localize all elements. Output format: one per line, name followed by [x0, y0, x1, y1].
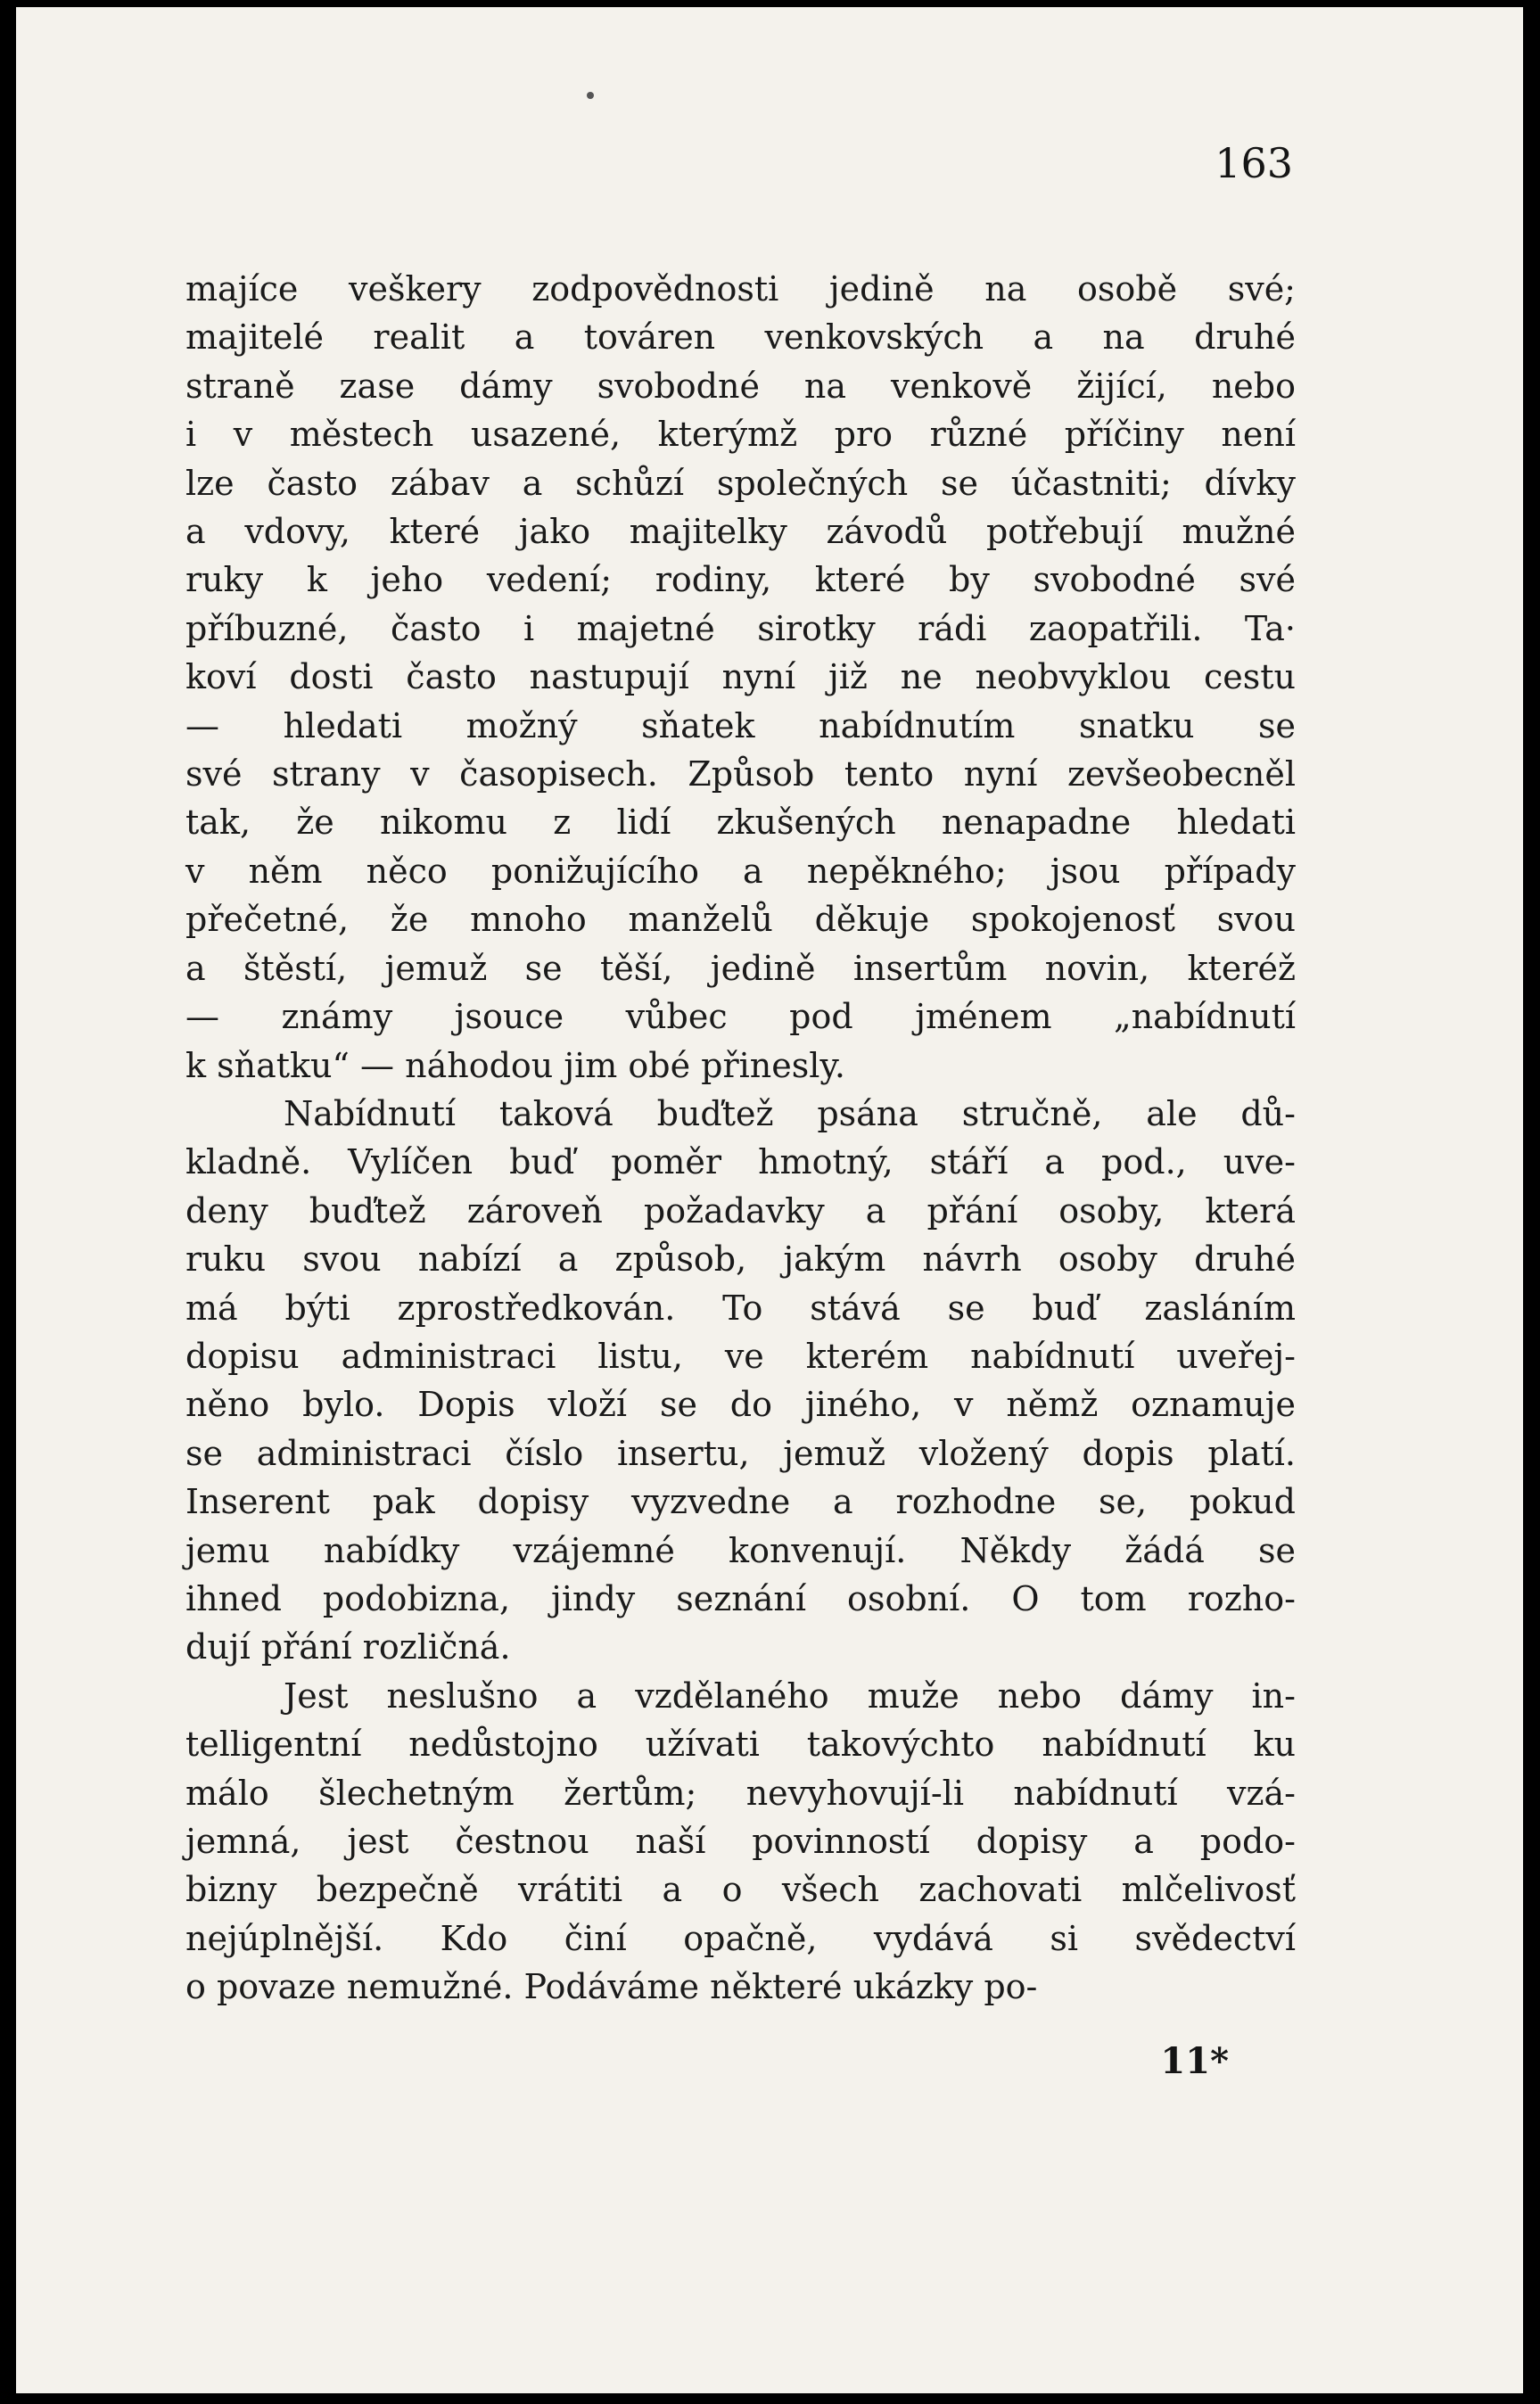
paragraph	[185, 1672, 1296, 2012]
text-line: přečetné, že mnoho manželů děkuje spokojenosť svou	[185, 900, 1296, 940]
text-line: a štěstí, jemuž se těší, jedině insertům novin, kteréž	[185, 948, 1296, 988]
text-line: dují přání rozličná.	[185, 1627, 511, 1667]
text-line: majitelé realit a továren venkovských a na druhé	[185, 317, 1296, 358]
text-line: nejúplnější. Kdo činí opačně, vydává si svědectví	[185, 1918, 1296, 1958]
page-number: 163	[1215, 139, 1293, 187]
text-line: kladně. Vylíčen buď poměr hmotný, stáří a pod., uve-	[185, 1142, 1296, 1182]
text-line: telligentní nedůstojno užívati takovýchto nabídnutí ku	[185, 1725, 1296, 1765]
text-line: bizny bezpečně vrátiti a o všech zachovati mlčelivosť	[185, 1870, 1296, 1910]
ink-speck	[587, 92, 594, 99]
text-line: ruku svou nabízí a způsob, jakým návrh osoby druhé	[185, 1239, 1296, 1280]
text-line: majíce veškery zodpovědnosti jedině na osobě své;	[185, 269, 1296, 309]
text-line: něno bylo. Dopis vloží se do jiného, v němž oznamuje	[185, 1385, 1296, 1425]
text-line: o povaze nemužné. Podáváme některé ukázky po-	[185, 1967, 1038, 2007]
text-line: ihned podobizna, jindy seznání osobní. O tom rozho-	[185, 1578, 1296, 1618]
text-line: jemu nabídky vzájemné konvenují. Někdy žádá se	[185, 1530, 1296, 1570]
paragraph	[185, 1090, 1296, 1672]
text-line: příbuzné, často i majetné sirotky rádi zaopatřili. Ta·	[185, 608, 1296, 648]
text-line: — známy jsouce vůbec pod jménem „nabídnutí	[185, 997, 1296, 1037]
text-line: deny buďtež zároveň požadavky a přání osoby, která	[185, 1190, 1296, 1231]
paragraph	[185, 265, 1296, 1090]
text-line: Nabídnutí taková buďtež psána stručně, ale dů-	[284, 1093, 1296, 1133]
signature-mark: 11*	[1160, 2040, 1229, 2082]
text-line: tak, že nikomu z lidí zkušených nenapadne hledati	[185, 803, 1296, 843]
text-line: dopisu administraci listu, ve kterém nabídnutí uveřej-	[185, 1336, 1296, 1376]
text-line: lze často zábav a schůzí společných se účastniti; dívky	[185, 463, 1296, 503]
text-line: i v městech usazené, kterýmž pro různé příčiny není	[185, 415, 1296, 455]
text-line: — hledati možný sňatek nabídnutím snatku se	[185, 705, 1296, 745]
text-line: své strany v časopisech. Způsob tento nyní zevšeobecněl	[185, 754, 1296, 794]
book-page	[16, 7, 1523, 2393]
text-line: málo šlechetným žertům; nevyhovují-li nabídnutí vzá-	[185, 1773, 1296, 1813]
text-line: ruky k jeho vedení; rodiny, které by svobodné své	[185, 560, 1296, 600]
text-line: straně zase dámy svobodné na venkově žijící, nebo	[185, 366, 1296, 406]
text-line: má býti zprostředkován. To stává se buď zasláním	[185, 1288, 1296, 1328]
text-line: se administraci číslo insertu, jemuž vložený dopis platí.	[185, 1433, 1296, 1473]
text-line: a vdovy, které jako majitelky závodů potřebují mužné	[185, 512, 1296, 552]
text-line: Jest neslušno a vzdělaného muže nebo dámy in-	[284, 1675, 1296, 1716]
text-line: Inserent pak dopisy vyzvedne a rozhodne se, pokud	[185, 1482, 1296, 1522]
text-line: v něm něco ponižujícího a nepěkného; jsou případy	[185, 851, 1296, 891]
text-line: jemná, jest čestnou naší povinností dopisy a podo-	[185, 1822, 1296, 1861]
text-line: k sňatku“ — náhodou jim obé přinesly.	[185, 1045, 845, 1085]
body-text	[185, 265, 1296, 2012]
text-line: koví dosti často nastupují nyní již ne neobvyklou cestu	[185, 657, 1296, 697]
